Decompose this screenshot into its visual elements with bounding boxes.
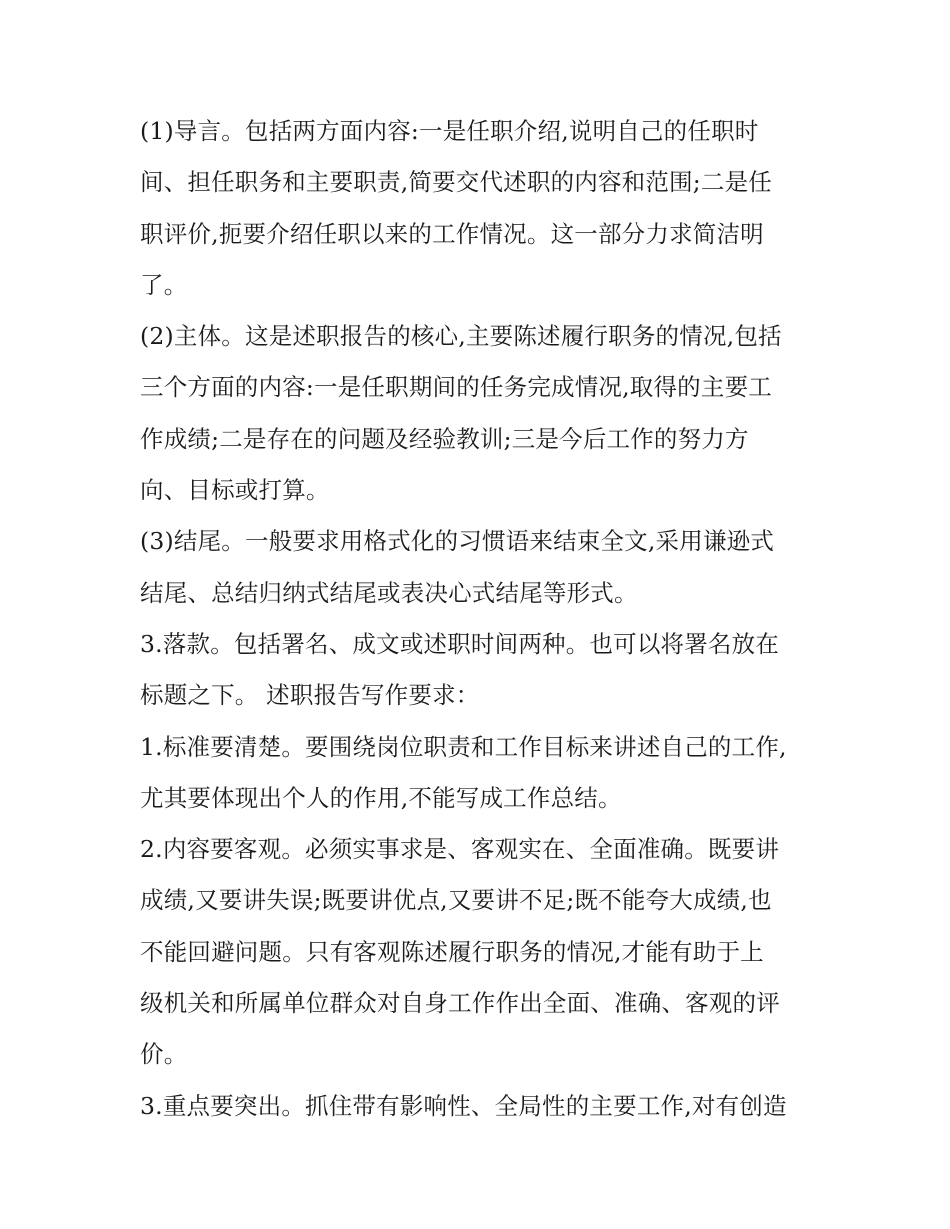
text-line: 级机关和所属单位群众对自身工作作出全面、准确、客观的评 <box>140 989 780 1018</box>
body-text <box>140 106 820 1132</box>
text-line: 尤其要体现出个人的作用,不能写成工作总结。 <box>140 783 622 812</box>
text-line: 价。 <box>140 1040 188 1069</box>
text-line: (3)结尾。一般要求用格式化的习惯语来结束全文,采用谦逊式 <box>140 527 775 556</box>
text-line: 作成绩;二是存在的问题及经验教训;三是今后工作的努力方 <box>140 424 749 453</box>
text-line: 1.标准要清楚。要围绕岗位职责和工作目标来讲述自己的工作, <box>140 732 787 761</box>
text-line: 了。 <box>140 270 188 299</box>
text-line: 向、目标或打算。 <box>140 476 330 505</box>
text-line: 3.落款。包括署名、成文或述职时间两种。也可以将署名放在 <box>140 629 780 658</box>
text-line: 三个方面的内容:一是任职期间的任务完成情况,取得的主要工 <box>140 373 772 402</box>
text-line: 成绩,又要讲失误;既要讲优点,又要讲不足;既不能夸大成绩,也 <box>140 886 772 915</box>
text-line: 不能回避问题。只有客观陈述履行职务的情况,才能有助于上 <box>140 937 764 966</box>
text-line: 3.重点要突出。抓住带有影响性、全局性的主要工作,对有创造 <box>140 1091 787 1120</box>
text-line: 间、担任职务和主要职责,简要交代述职的内容和范围;二是任 <box>140 168 772 197</box>
text-line: (1)导言。包括两方面内容:一是任职介绍,说明自己的任职时 <box>140 117 759 145</box>
text-line: 2.内容要客观。必须实事求是、客观实在、全面准确。既要讲 <box>140 835 780 864</box>
text-line: 职评价,扼要介绍任职以来的工作情况。这一部分力求简洁明 <box>140 219 764 248</box>
text-line: 结尾、总结归纳式结尾或表决心式结尾等形式。 <box>140 578 638 607</box>
text-line: (2)主体。这是述职报告的核心,主要陈述履行职务的情况,包括 <box>140 322 782 351</box>
text-line: 标题之下。 述职报告写作要求： <box>140 681 480 710</box>
